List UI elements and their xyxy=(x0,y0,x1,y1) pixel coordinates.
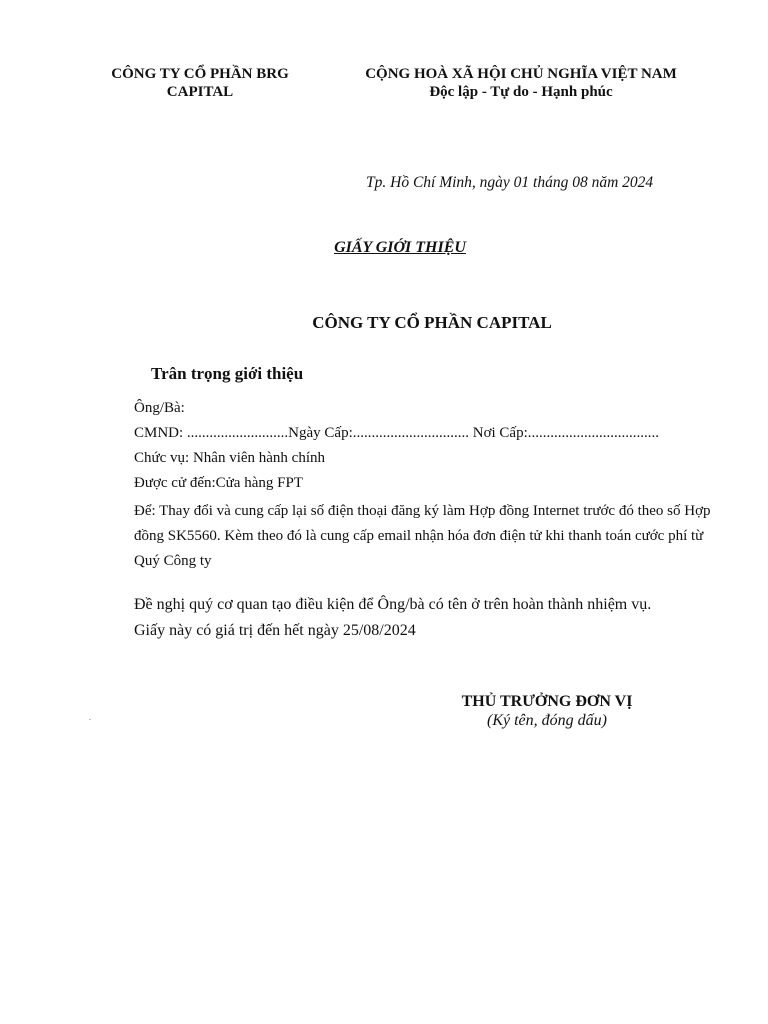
purpose-paragraph: Để: Thay đổi và cung cấp lại số điện thoại đăng ký làm Hợp đồng Internet trước đó theo số Hợp đồng SK5560. Kèm theo đó là cung cấp email nhận hóa đơn điện tử khi thanh toán cước phí từ Quý Công ty xyxy=(134,503,711,569)
request-statement: Đề nghị quý cơ quan tạo điều kiện để Ông/bà có tên ở trên hoàn thành nhiệm vụ. xyxy=(134,596,652,613)
company-name-line1: CÔNG TY CỔ PHẦN BRG xyxy=(111,66,289,82)
national-header xyxy=(340,65,702,101)
sent-to-field: Được cử đến:Cửa hàng FPT xyxy=(134,475,303,491)
issuing-company-name: CÔNG TY CỔ PHẦN CAPITAL xyxy=(312,313,552,332)
company-header xyxy=(80,65,320,101)
signature-note: (Ký tên, đóng dấu) xyxy=(487,712,607,729)
document-title: GIẤY GIỚI THIỆU xyxy=(334,239,466,256)
introduction-line: Trân trọng giới thiệu xyxy=(151,364,304,383)
signature-block xyxy=(422,692,672,730)
stray-dot-mark: . xyxy=(89,713,91,722)
position-field: Chức vụ: Nhân viên hành chính xyxy=(134,450,326,466)
id-card-field: CMND: ...........................Ngày Cấp:............................... Nơi Cấp:................................... xyxy=(134,425,660,441)
validity-statement: Giấy này có giá trị đến hết ngày 25/08/2024 xyxy=(134,622,416,639)
signature-title: THỦ TRƯỞNG ĐƠN VỊ xyxy=(461,693,633,710)
person-field: Ông/Bà: xyxy=(134,400,185,416)
national-title: CỘNG HOÀ XÃ HỘI CHỦ NGHĨA VIỆT NAM xyxy=(365,66,677,82)
date-line: Tp. Hồ Chí Minh, ngày 01 tháng 08 năm 2024 xyxy=(366,174,654,191)
national-motto: Độc lập - Tự do - Hạnh phúc xyxy=(429,84,613,100)
company-name-line2: CAPITAL xyxy=(166,84,234,100)
